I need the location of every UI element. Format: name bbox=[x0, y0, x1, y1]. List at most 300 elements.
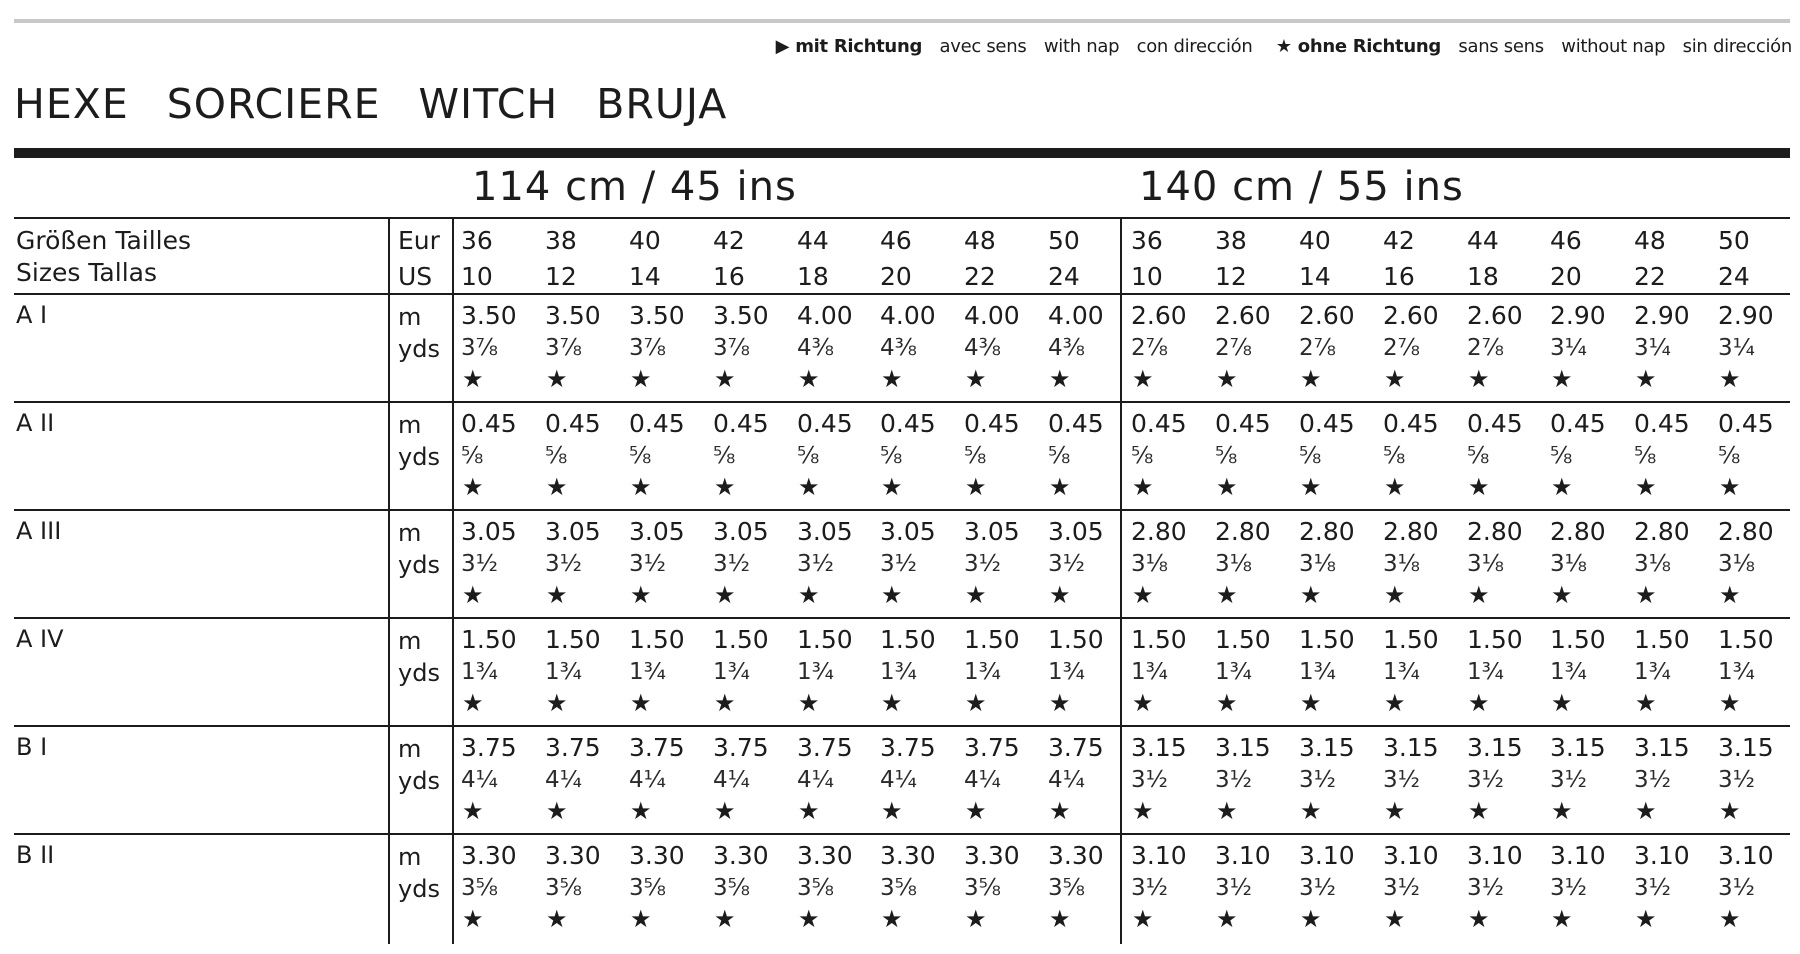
yards-value: ⅝ bbox=[880, 443, 903, 469]
meters-value: 2.90 bbox=[1550, 301, 1606, 330]
yards-value: 1¾ bbox=[1215, 659, 1252, 685]
meters-value: 0.45 bbox=[1215, 409, 1271, 438]
star-icon: ★ bbox=[1216, 797, 1238, 825]
star-icon: ★ bbox=[462, 797, 484, 825]
star-icon: ★ bbox=[546, 581, 568, 609]
eur-size: 42 bbox=[713, 226, 745, 255]
yards-value: 3⅝ bbox=[713, 875, 750, 901]
yards-value: 3⅛ bbox=[1383, 551, 1420, 577]
yards-value: 3⅝ bbox=[461, 875, 498, 901]
title-es: BRUJA bbox=[596, 80, 728, 128]
star-icon: ★ bbox=[798, 905, 820, 933]
yards-value: ⅝ bbox=[545, 443, 568, 469]
yards-value: ⅝ bbox=[1383, 443, 1406, 469]
view-label: A I bbox=[16, 301, 48, 329]
meters-value: 1.50 bbox=[1299, 625, 1355, 654]
fabric-width-140: 140 cm / 55 ins bbox=[1139, 164, 1464, 210]
eur-size: 40 bbox=[1299, 226, 1331, 255]
star-icon: ★ bbox=[1132, 473, 1154, 501]
meters-value: 3.05 bbox=[964, 517, 1020, 546]
star-icon: ★ bbox=[1551, 797, 1573, 825]
star-icon: ★ bbox=[965, 473, 987, 501]
star-icon: ★ bbox=[1719, 905, 1741, 933]
unit-metric: m bbox=[398, 519, 422, 547]
star-icon: ★ bbox=[1635, 473, 1657, 501]
star-icon: ★ bbox=[630, 689, 652, 717]
meters-value: 3.15 bbox=[1299, 733, 1355, 762]
star-icon: ★ bbox=[1635, 689, 1657, 717]
yards-value: 1¾ bbox=[964, 659, 1001, 685]
title-en: WITCH bbox=[418, 80, 559, 128]
meters-value: 3.10 bbox=[1383, 841, 1439, 870]
yards-value: ⅝ bbox=[1299, 443, 1322, 469]
yards-value: 3⅝ bbox=[964, 875, 1001, 901]
star-icon: ★ bbox=[1049, 365, 1071, 393]
unit-imperial: yds bbox=[398, 767, 440, 795]
star-icon: ★ bbox=[1384, 905, 1406, 933]
legend-without-nap-en: without nap bbox=[1561, 36, 1666, 57]
star-icon: ★ bbox=[1551, 689, 1573, 717]
yards-value: 3½ bbox=[1550, 767, 1587, 793]
yards-value: 3⅛ bbox=[1718, 551, 1755, 577]
meters-value: 3.15 bbox=[1131, 733, 1187, 762]
yards-value: 1¾ bbox=[880, 659, 917, 685]
view-label: A IV bbox=[16, 625, 64, 653]
meters-value: 3.50 bbox=[629, 301, 685, 330]
meters-value: 3.10 bbox=[1131, 841, 1187, 870]
yards-value: 3⅝ bbox=[629, 875, 666, 901]
yards-value: ⅝ bbox=[1467, 443, 1490, 469]
eur-size: 50 bbox=[1718, 226, 1750, 255]
star-icon: ★ bbox=[1719, 473, 1741, 501]
star-icon: ★ bbox=[1384, 797, 1406, 825]
us-size: 12 bbox=[1215, 262, 1247, 291]
meters-value: 3.10 bbox=[1467, 841, 1523, 870]
yards-value: 4¼ bbox=[797, 767, 834, 793]
meters-value: 3.10 bbox=[1718, 841, 1774, 870]
meters-value: 3.10 bbox=[1299, 841, 1355, 870]
yards-value: 3½ bbox=[1048, 551, 1085, 577]
yards-value: 3⅞ bbox=[713, 335, 750, 361]
view-label: B II bbox=[16, 841, 55, 869]
yards-value: 2⅞ bbox=[1299, 335, 1336, 361]
eur-size: 44 bbox=[797, 226, 829, 255]
star-icon: ★ bbox=[1275, 36, 1292, 57]
star-icon: ★ bbox=[1384, 581, 1406, 609]
star-icon: ★ bbox=[965, 797, 987, 825]
star-icon: ★ bbox=[462, 473, 484, 501]
yards-value: 1¾ bbox=[545, 659, 582, 685]
yards-value: 1¾ bbox=[1718, 659, 1755, 685]
yards-value: 3⅛ bbox=[1299, 551, 1336, 577]
yards-value: ⅝ bbox=[1215, 443, 1238, 469]
eur-size: 44 bbox=[1467, 226, 1499, 255]
yards-value: 4⅜ bbox=[797, 335, 834, 361]
yards-value: 3½ bbox=[713, 551, 750, 577]
meters-value: 2.80 bbox=[1383, 517, 1439, 546]
yards-value: 4⅜ bbox=[1048, 335, 1085, 361]
meters-value: 2.80 bbox=[1634, 517, 1690, 546]
yards-value: 4⅜ bbox=[964, 335, 1001, 361]
legend-with-nap-es: con dirección bbox=[1136, 36, 1253, 57]
star-icon: ★ bbox=[630, 581, 652, 609]
yards-value: 3½ bbox=[1467, 875, 1504, 901]
star-icon: ★ bbox=[1049, 473, 1071, 501]
meters-value: 3.30 bbox=[880, 841, 936, 870]
star-icon: ★ bbox=[1300, 797, 1322, 825]
eur-size: 36 bbox=[461, 226, 493, 255]
yards-value: 3⅝ bbox=[1048, 875, 1085, 901]
meters-value: 3.10 bbox=[1550, 841, 1606, 870]
page-title bbox=[14, 80, 765, 128]
unit-imperial: yds bbox=[398, 335, 440, 363]
meters-value: 3.75 bbox=[461, 733, 517, 762]
meters-value: 4.00 bbox=[797, 301, 853, 330]
yards-value: 3⅝ bbox=[545, 875, 582, 901]
meters-value: 0.45 bbox=[964, 409, 1020, 438]
meters-value: 3.05 bbox=[545, 517, 601, 546]
star-icon: ★ bbox=[1551, 905, 1573, 933]
meters-value: 0.45 bbox=[797, 409, 853, 438]
star-icon: ★ bbox=[1635, 797, 1657, 825]
star-icon: ★ bbox=[881, 581, 903, 609]
star-icon: ★ bbox=[1384, 365, 1406, 393]
yards-value: 1¾ bbox=[1299, 659, 1336, 685]
meters-value: 3.75 bbox=[964, 733, 1020, 762]
yards-value: 3½ bbox=[1634, 767, 1671, 793]
meters-value: 1.50 bbox=[1718, 625, 1774, 654]
row-divider bbox=[14, 833, 1790, 835]
yards-value: 3½ bbox=[1550, 875, 1587, 901]
yards-value: ⅝ bbox=[629, 443, 652, 469]
yards-value: 3½ bbox=[1718, 767, 1755, 793]
yards-value: 3⅛ bbox=[1131, 551, 1168, 577]
eur-size: 40 bbox=[629, 226, 661, 255]
star-icon: ★ bbox=[1049, 689, 1071, 717]
meters-value: 0.45 bbox=[1634, 409, 1690, 438]
star-icon: ★ bbox=[546, 689, 568, 717]
us-label: US bbox=[398, 262, 433, 291]
unit-metric: m bbox=[398, 843, 422, 871]
eur-size: 46 bbox=[880, 226, 912, 255]
yards-value: 3½ bbox=[964, 551, 1001, 577]
meters-value: 3.30 bbox=[713, 841, 769, 870]
star-icon: ★ bbox=[798, 365, 820, 393]
meters-value: 0.45 bbox=[713, 409, 769, 438]
meters-value: 1.50 bbox=[797, 625, 853, 654]
yards-value: 3½ bbox=[1299, 767, 1336, 793]
us-size: 24 bbox=[1048, 262, 1080, 291]
unit-metric: m bbox=[398, 735, 422, 763]
meters-value: 3.10 bbox=[1215, 841, 1271, 870]
star-icon: ★ bbox=[1551, 365, 1573, 393]
star-icon: ★ bbox=[630, 365, 652, 393]
meters-value: 4.00 bbox=[880, 301, 936, 330]
title-de: HEXE bbox=[14, 80, 129, 128]
yards-value: ⅝ bbox=[1634, 443, 1657, 469]
star-icon: ★ bbox=[1300, 473, 1322, 501]
eur-size: 36 bbox=[1131, 226, 1163, 255]
unit-imperial: yds bbox=[398, 443, 440, 471]
star-icon: ★ bbox=[1132, 581, 1154, 609]
yards-value: 3⅞ bbox=[461, 335, 498, 361]
meters-value: 3.75 bbox=[713, 733, 769, 762]
yards-value: 2⅞ bbox=[1467, 335, 1504, 361]
star-icon: ★ bbox=[546, 905, 568, 933]
title-divider bbox=[14, 148, 1790, 158]
yards-value: 4¼ bbox=[880, 767, 917, 793]
meters-value: 2.60 bbox=[1215, 301, 1271, 330]
unit-metric: m bbox=[398, 627, 422, 655]
star-icon: ★ bbox=[546, 473, 568, 501]
us-size: 22 bbox=[1634, 262, 1666, 291]
meters-value: 0.45 bbox=[1131, 409, 1187, 438]
meters-value: 3.75 bbox=[797, 733, 853, 762]
meters-value: 3.15 bbox=[1634, 733, 1690, 762]
star-icon: ★ bbox=[881, 365, 903, 393]
star-icon: ★ bbox=[630, 905, 652, 933]
meters-value: 3.75 bbox=[880, 733, 936, 762]
meters-value: 1.50 bbox=[1131, 625, 1187, 654]
star-icon: ★ bbox=[798, 689, 820, 717]
meters-value: 2.60 bbox=[1383, 301, 1439, 330]
meters-value: 3.05 bbox=[797, 517, 853, 546]
meters-value: 1.50 bbox=[713, 625, 769, 654]
yards-value: 3½ bbox=[1215, 875, 1252, 901]
yards-value: 3½ bbox=[1215, 767, 1252, 793]
meters-value: 1.50 bbox=[1215, 625, 1271, 654]
star-icon: ★ bbox=[714, 473, 736, 501]
us-size: 14 bbox=[629, 262, 661, 291]
star-icon: ★ bbox=[1216, 905, 1238, 933]
meters-value: 2.80 bbox=[1299, 517, 1355, 546]
eur-size: 46 bbox=[1550, 226, 1582, 255]
yards-value: 3½ bbox=[1299, 875, 1336, 901]
meters-value: 3.30 bbox=[964, 841, 1020, 870]
star-icon: ★ bbox=[1468, 797, 1490, 825]
yards-value: 3⅝ bbox=[880, 875, 917, 901]
yards-value: 1¾ bbox=[1048, 659, 1085, 685]
meters-value: 2.60 bbox=[1299, 301, 1355, 330]
unit-imperial: yds bbox=[398, 659, 440, 687]
star-icon: ★ bbox=[1468, 689, 1490, 717]
meters-value: 3.50 bbox=[461, 301, 517, 330]
title-fr: SORCIERE bbox=[166, 80, 381, 128]
meters-value: 3.75 bbox=[545, 733, 601, 762]
yards-value: 4¼ bbox=[545, 767, 582, 793]
star-icon: ★ bbox=[1635, 365, 1657, 393]
us-size: 22 bbox=[964, 262, 996, 291]
yards-value: 4¼ bbox=[629, 767, 666, 793]
star-icon: ★ bbox=[1216, 689, 1238, 717]
meters-value: 3.05 bbox=[880, 517, 936, 546]
yards-value: 4¼ bbox=[964, 767, 1001, 793]
star-icon: ★ bbox=[546, 797, 568, 825]
star-icon: ★ bbox=[462, 581, 484, 609]
unit-imperial: yds bbox=[398, 875, 440, 903]
star-icon: ★ bbox=[630, 473, 652, 501]
meters-value: 2.80 bbox=[1550, 517, 1606, 546]
yards-value: 2⅞ bbox=[1131, 335, 1168, 361]
star-icon: ★ bbox=[1719, 689, 1741, 717]
us-size: 20 bbox=[1550, 262, 1582, 291]
star-icon: ★ bbox=[1719, 797, 1741, 825]
meters-value: 0.45 bbox=[629, 409, 685, 438]
star-icon: ★ bbox=[1468, 581, 1490, 609]
yards-value: ⅝ bbox=[964, 443, 987, 469]
column-divider bbox=[452, 217, 454, 944]
meters-value: 2.90 bbox=[1634, 301, 1690, 330]
us-size: 18 bbox=[797, 262, 829, 291]
row-divider bbox=[14, 617, 1790, 619]
meters-value: 1.50 bbox=[1550, 625, 1606, 654]
legend-without-nap-es: sin dirección bbox=[1682, 36, 1792, 57]
star-icon: ★ bbox=[1132, 905, 1154, 933]
yards-value: 3⅛ bbox=[1215, 551, 1252, 577]
eur-size: 48 bbox=[1634, 226, 1666, 255]
eur-label: Eur bbox=[398, 226, 440, 255]
meters-value: 1.50 bbox=[1634, 625, 1690, 654]
star-icon: ★ bbox=[965, 905, 987, 933]
yards-value: 2⅞ bbox=[1383, 335, 1420, 361]
yards-value: 1¾ bbox=[461, 659, 498, 685]
star-icon: ★ bbox=[965, 689, 987, 717]
eur-size: 48 bbox=[964, 226, 996, 255]
meters-value: 3.30 bbox=[797, 841, 853, 870]
unit-metric: m bbox=[398, 411, 422, 439]
yards-value: 3½ bbox=[1131, 767, 1168, 793]
meters-value: 0.45 bbox=[461, 409, 517, 438]
yards-value: 1¾ bbox=[1131, 659, 1168, 685]
meters-value: 3.75 bbox=[1048, 733, 1104, 762]
eur-size: 42 bbox=[1383, 226, 1415, 255]
star-icon: ★ bbox=[1300, 689, 1322, 717]
star-icon: ★ bbox=[1049, 581, 1071, 609]
yards-value: ⅝ bbox=[713, 443, 736, 469]
star-icon: ★ bbox=[1216, 365, 1238, 393]
meters-value: 3.30 bbox=[629, 841, 685, 870]
row-divider bbox=[14, 401, 1790, 403]
row-divider bbox=[14, 725, 1790, 727]
meters-value: 3.10 bbox=[1634, 841, 1690, 870]
meters-value: 2.80 bbox=[1215, 517, 1271, 546]
meters-value: 2.80 bbox=[1131, 517, 1187, 546]
star-icon: ★ bbox=[1300, 365, 1322, 393]
meters-value: 3.15 bbox=[1550, 733, 1606, 762]
unit-imperial: yds bbox=[398, 551, 440, 579]
eur-size: 38 bbox=[1215, 226, 1247, 255]
yards-value: ⅝ bbox=[1048, 443, 1071, 469]
yards-value: 3½ bbox=[1718, 875, 1755, 901]
star-icon: ★ bbox=[1300, 581, 1322, 609]
star-icon: ★ bbox=[1216, 473, 1238, 501]
meters-value: 3.05 bbox=[713, 517, 769, 546]
row-divider bbox=[14, 217, 1790, 219]
star-icon: ★ bbox=[1132, 365, 1154, 393]
yards-value: 4¼ bbox=[1048, 767, 1085, 793]
meters-value: 1.50 bbox=[629, 625, 685, 654]
meters-value: 2.80 bbox=[1467, 517, 1523, 546]
meters-value: 3.75 bbox=[629, 733, 685, 762]
us-size: 10 bbox=[461, 262, 493, 291]
meters-value: 1.50 bbox=[545, 625, 601, 654]
star-icon: ★ bbox=[1551, 581, 1573, 609]
meters-value: 1.50 bbox=[880, 625, 936, 654]
meters-value: 0.45 bbox=[1048, 409, 1104, 438]
star-icon: ★ bbox=[965, 365, 987, 393]
yards-value: 3⅛ bbox=[1634, 551, 1671, 577]
star-icon: ★ bbox=[1049, 905, 1071, 933]
column-divider bbox=[388, 217, 390, 944]
meters-value: 1.50 bbox=[1383, 625, 1439, 654]
yards-value: 3⅛ bbox=[1550, 551, 1587, 577]
meters-value: 3.05 bbox=[629, 517, 685, 546]
meters-value: 0.45 bbox=[880, 409, 936, 438]
row-divider bbox=[14, 293, 1790, 295]
us-size: 16 bbox=[713, 262, 745, 291]
yards-value: ⅝ bbox=[1131, 443, 1154, 469]
yards-value: 3½ bbox=[880, 551, 917, 577]
yards-value: 1¾ bbox=[629, 659, 666, 685]
star-icon: ★ bbox=[714, 797, 736, 825]
meters-value: 0.45 bbox=[1383, 409, 1439, 438]
star-icon: ★ bbox=[1300, 905, 1322, 933]
yards-value: 3½ bbox=[797, 551, 834, 577]
meters-value: 1.50 bbox=[1467, 625, 1523, 654]
meters-value: 3.15 bbox=[1215, 733, 1271, 762]
nap-legend bbox=[758, 36, 1792, 57]
yards-value: 1¾ bbox=[713, 659, 750, 685]
yards-value: ⅝ bbox=[1718, 443, 1741, 469]
yards-value: ⅝ bbox=[461, 443, 484, 469]
meters-value: 0.45 bbox=[1550, 409, 1606, 438]
yards-value: ⅝ bbox=[797, 443, 820, 469]
meters-value: 3.15 bbox=[1467, 733, 1523, 762]
meters-value: 3.05 bbox=[461, 517, 517, 546]
size-header-label-2: Sizes Tallas bbox=[16, 258, 157, 287]
yards-value: 3¼ bbox=[1634, 335, 1671, 361]
yards-value: 3½ bbox=[629, 551, 666, 577]
us-size: 16 bbox=[1383, 262, 1415, 291]
star-icon: ★ bbox=[630, 797, 652, 825]
meters-value: 2.60 bbox=[1131, 301, 1187, 330]
star-icon: ★ bbox=[881, 797, 903, 825]
yards-value: 1¾ bbox=[797, 659, 834, 685]
width-divider bbox=[1120, 217, 1122, 944]
meters-value: 4.00 bbox=[964, 301, 1020, 330]
meters-value: 3.50 bbox=[713, 301, 769, 330]
meters-value: 2.90 bbox=[1718, 301, 1774, 330]
meters-value: 1.50 bbox=[964, 625, 1020, 654]
us-size: 14 bbox=[1299, 262, 1331, 291]
unit-metric: m bbox=[398, 303, 422, 331]
yards-value: 3½ bbox=[1634, 875, 1671, 901]
us-size: 18 bbox=[1467, 262, 1499, 291]
star-icon: ★ bbox=[714, 689, 736, 717]
meters-value: 3.15 bbox=[1383, 733, 1439, 762]
view-label: A II bbox=[16, 409, 55, 437]
yards-value: 3⅞ bbox=[629, 335, 666, 361]
star-icon: ★ bbox=[1468, 473, 1490, 501]
yards-value: 3½ bbox=[1383, 767, 1420, 793]
star-icon: ★ bbox=[462, 905, 484, 933]
legend-without-nap-fr: sans sens bbox=[1458, 36, 1544, 57]
us-size: 10 bbox=[1131, 262, 1163, 291]
meters-value: 0.45 bbox=[1718, 409, 1774, 438]
star-icon: ★ bbox=[798, 797, 820, 825]
star-icon: ★ bbox=[798, 473, 820, 501]
star-icon: ★ bbox=[881, 905, 903, 933]
